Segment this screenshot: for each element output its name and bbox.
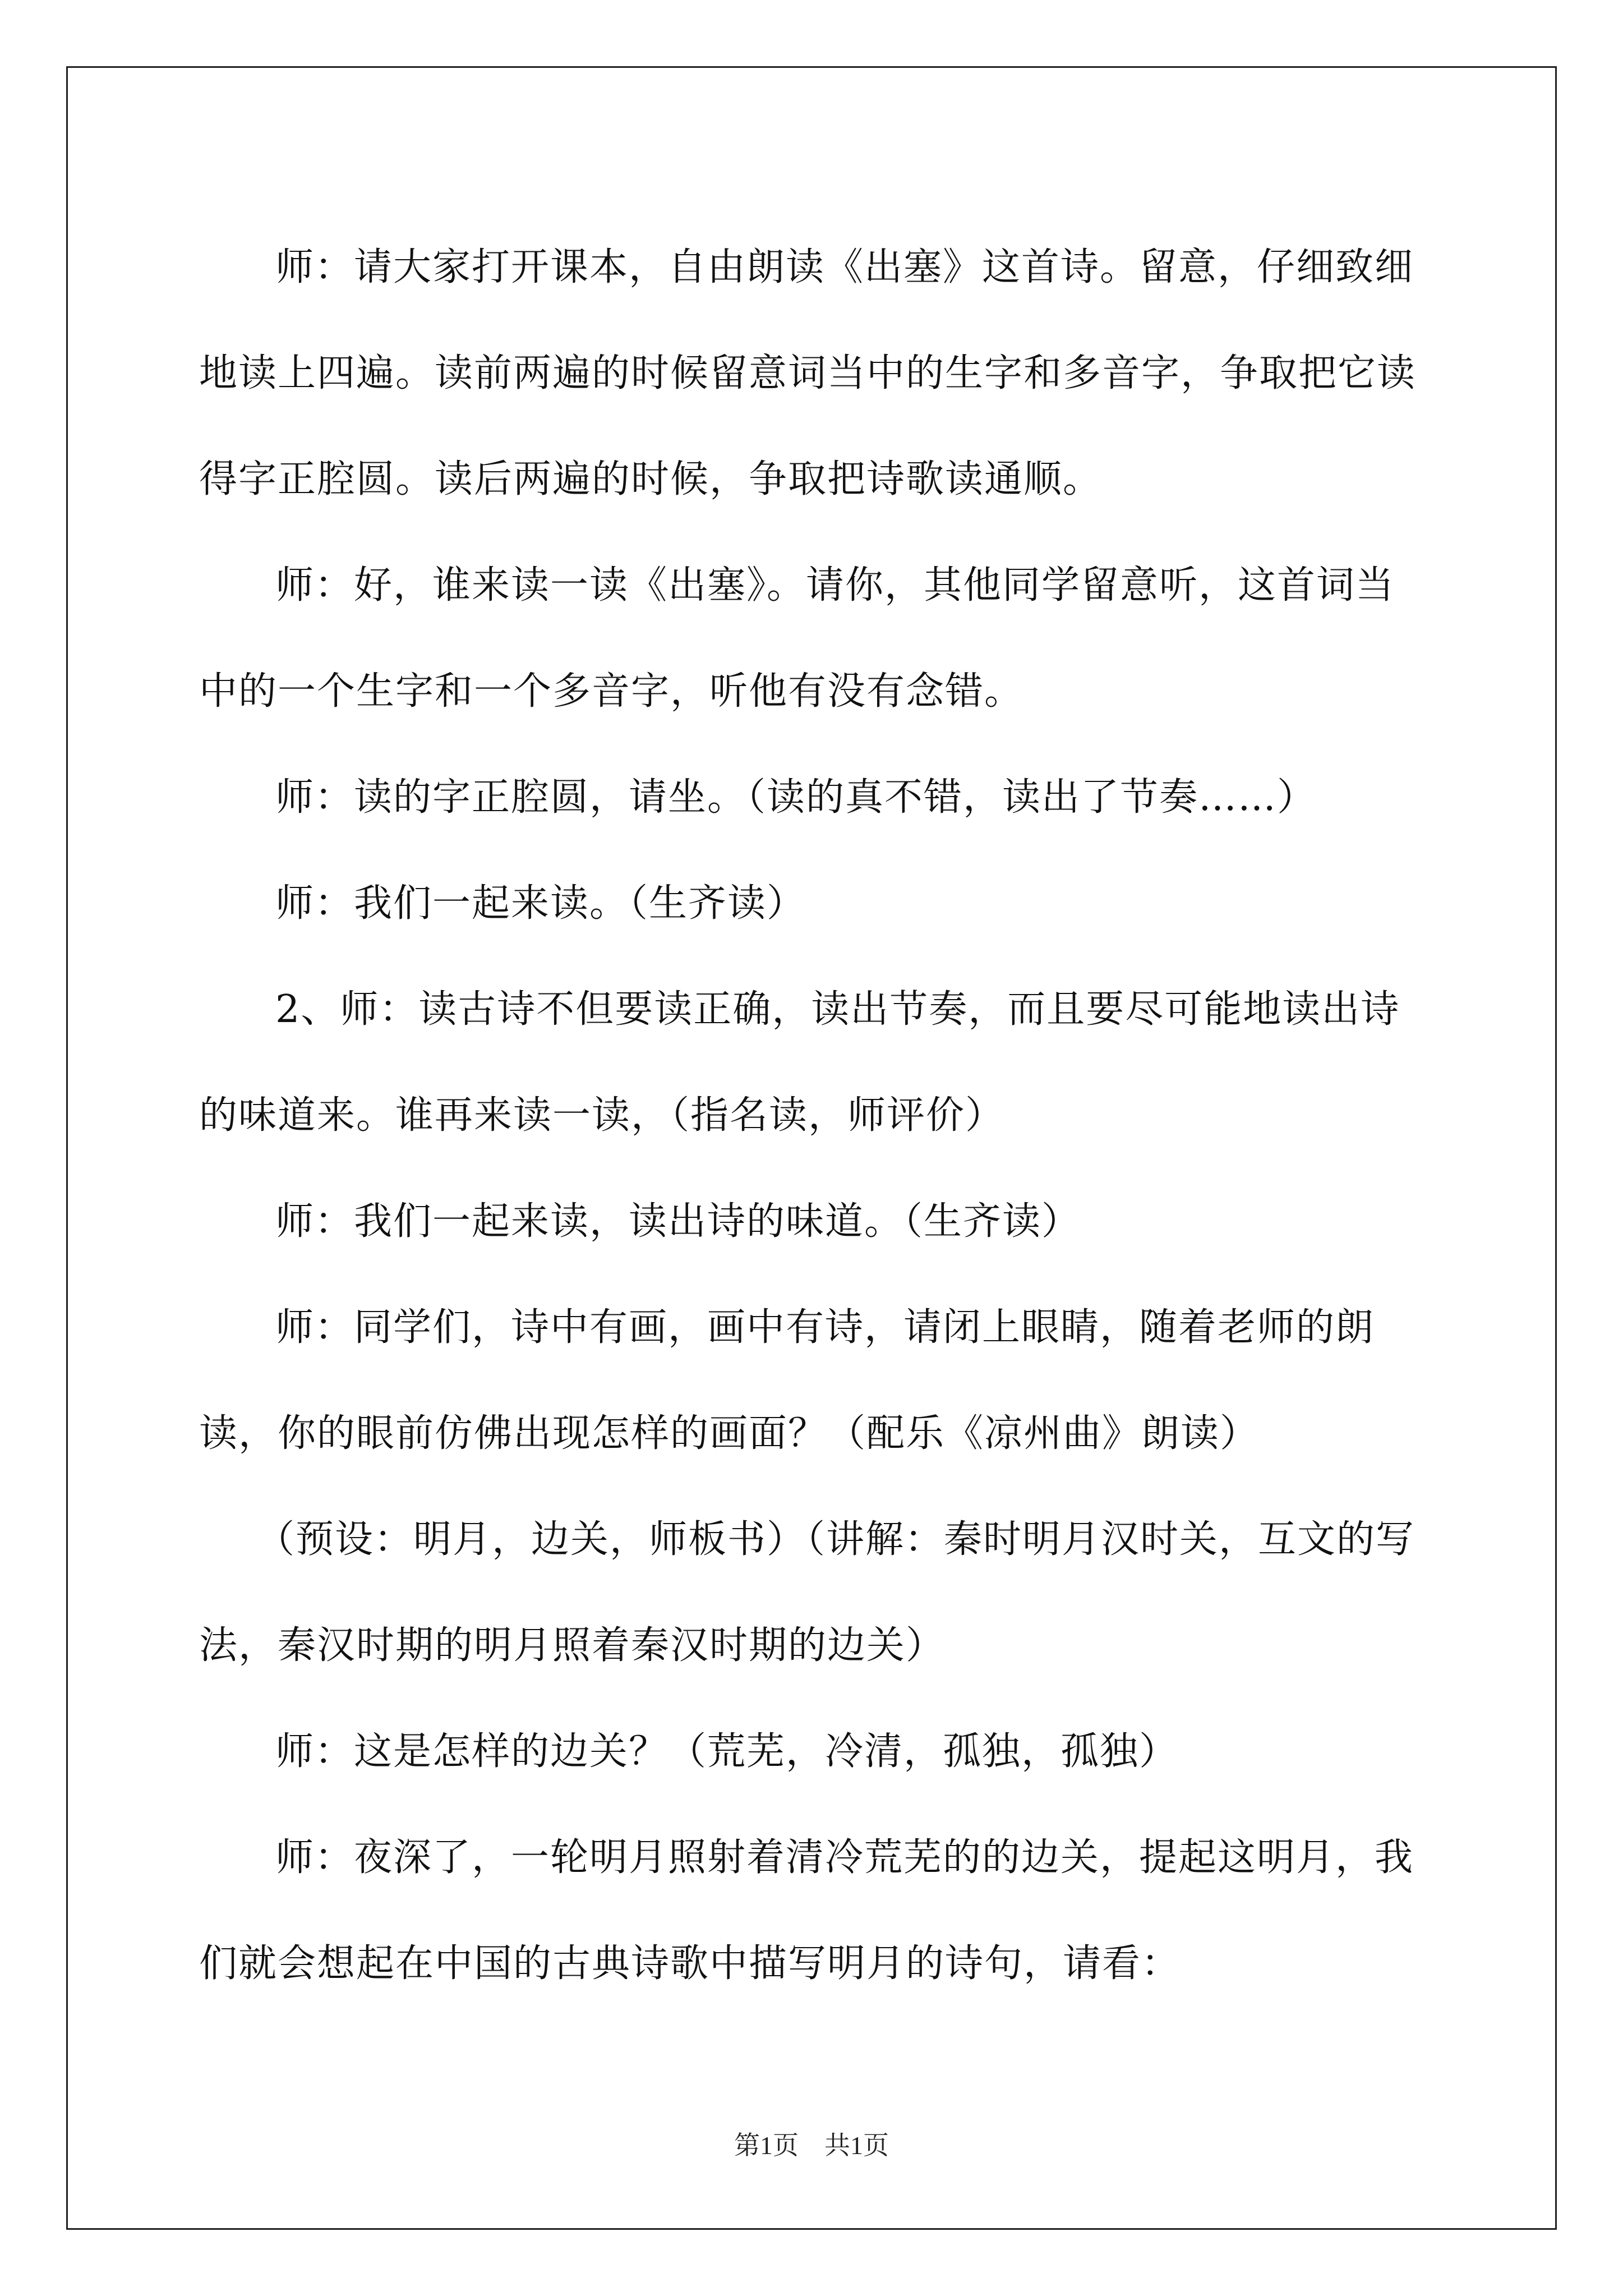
paragraph-4: 师：我们一起来读。（生齐读）: [275, 881, 806, 926]
paragraph-9: 师：这是怎样的边关？（荒芜，冷清，孤独，孤独）: [275, 1729, 1179, 1774]
paragraph-2: 师：好，谁来读一读《出塞》。请你，其他同学留意听，这首词当中的一个生字和一个多音字，听他有没有念错。: [199, 563, 1395, 714]
paragraph-7: 师：同学们，诗中有画，画中有诗，请闭上眼睛，随着老师的朗读，你的眼前仿佛出现怎样的画面？（配乐《凉州曲》朗读）: [199, 1305, 1375, 1456]
paragraph-3: 师：读的字正腔圆，请坐。（读的真不错，读出了节奏……）: [275, 775, 1317, 820]
document-body: [199, 214, 1424, 2017]
paragraph-1: 师：请大家打开课本，自由朗读《出塞》这首诗。留意，仔细致细地读上四遍。读前两遍的时候留意词当中的生字和多音字，争取把它读得字正腔圆。读后两遍的时候，争取把诗歌读通顺。: [199, 245, 1417, 501]
paragraph-6: 师：我们一起来读，读出诗的味道。（生齐读）: [275, 1199, 1081, 1244]
paragraph-10: 师：夜深了，一轮明月照射着清冷荒芜的的边关，提起这明月，我们就会想起在中国的古典诗歌中描写明月的诗句，请看：: [199, 1835, 1414, 1986]
page-footer: 第1页 共1页: [734, 2131, 889, 2160]
paragraph-8: （预设：明月，边关，师板书）（讲解：秦时明月汉时关，互文的写法，秦汉时期的明月照着秦汉时期的边关）: [199, 1517, 1415, 1668]
paragraph-5: 2、师：读古诗不但要读正确，读出节奏，而且要尽可能地读出诗的味道来。谁再来读一读，（指名读，师评价）: [199, 987, 1400, 1138]
